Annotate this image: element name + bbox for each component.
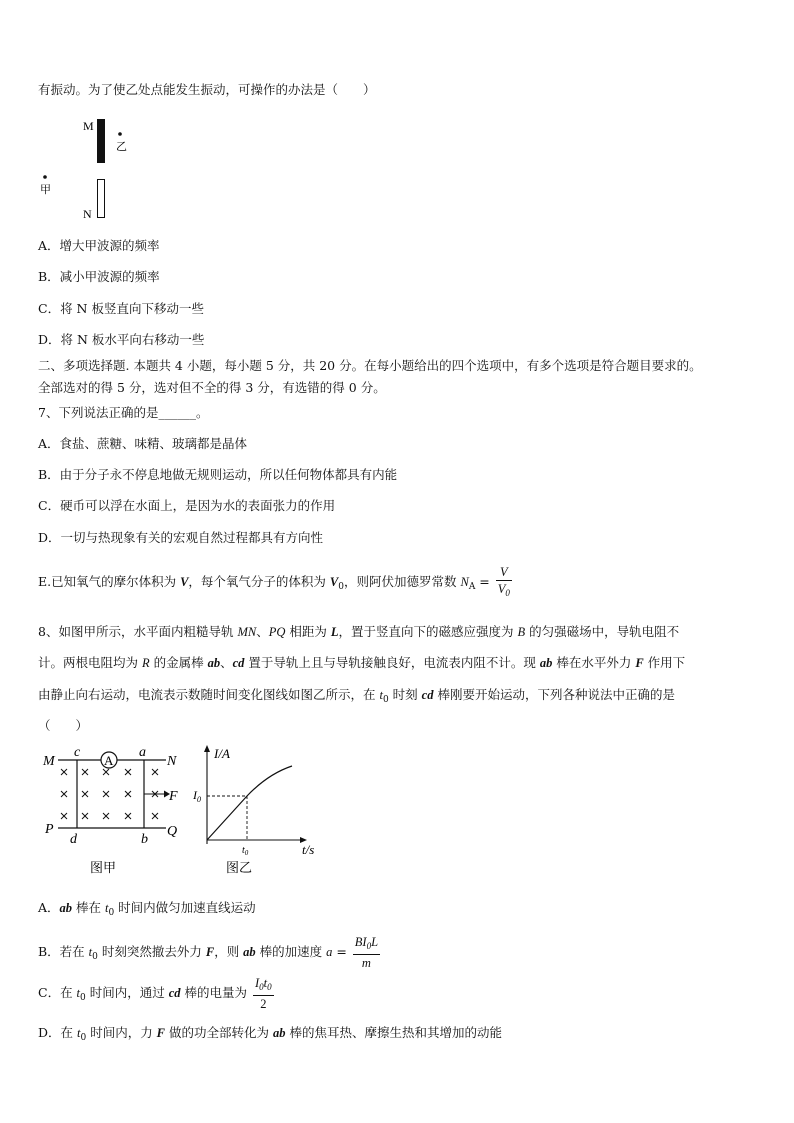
q6-option-a: A．增大甲波源的频率 <box>38 238 160 253</box>
q8-c-num-t: t <box>263 976 268 990</box>
q7-e-fraction <box>496 564 512 601</box>
q8-b: B <box>517 625 526 639</box>
t0-label-t: t <box>242 845 245 856</box>
q7-e-text2: ，每个氧气分子的体积为 <box>188 574 330 589</box>
q8-c-num-isub: 0 <box>259 982 264 992</box>
q7-e-na: N <box>460 575 469 589</box>
q8-d-4: 棒的焦耳热、摩擦生热和其增加的动能 <box>285 1025 502 1040</box>
q8-c-cd: cd <box>168 986 181 1000</box>
q8-d-f: F <box>156 1026 166 1040</box>
q7-stem: 7、下列说法正确的是______。 <box>38 405 209 420</box>
q8-b-ab: ab <box>243 945 256 959</box>
q7-e-frac-den-sub: 0 <box>505 588 510 598</box>
q8-c-frac-num <box>253 975 274 996</box>
q8-l1-c: 相距为 <box>285 624 331 639</box>
q8-b-t: t <box>88 945 93 959</box>
q8-b-1: B．若在 <box>38 944 89 959</box>
q8-line1 <box>38 623 679 641</box>
point-yi-label: 乙 <box>116 141 127 153</box>
q8-l2-f: 作用下 <box>643 655 686 670</box>
q8-option-c <box>38 975 276 1012</box>
q8-b-fraction <box>353 934 380 971</box>
q8-l3-b: 时刻 <box>388 687 422 702</box>
rail-label-p: P <box>45 822 54 837</box>
plate-m <box>97 119 105 163</box>
q8-b-num-sub: 0 <box>366 941 372 951</box>
q8-c-2: 时间内，通过 <box>85 985 169 1000</box>
q8-line2 <box>38 654 685 672</box>
q7-e-na-sub: A <box>468 582 476 592</box>
q8-t0-sub: 0 <box>382 695 389 705</box>
y-axis-arrow <box>204 745 210 752</box>
q8-b-eq: = <box>332 944 351 959</box>
rod-label-c: c <box>74 745 81 760</box>
q7-option-e <box>38 564 514 601</box>
plate-n-label: N <box>83 207 92 221</box>
q8-b-4: 棒的加速度 <box>255 944 327 959</box>
q8-pq: PQ <box>268 625 286 639</box>
i0-label-sub: 0 <box>197 795 201 804</box>
q8-option-a <box>38 899 256 922</box>
rail-label-n: N <box>167 754 177 769</box>
q7-option-c: C．硬币可以浮在水面上，是因为水的表面张力的作用 <box>38 498 336 513</box>
q8-b-num-l: L <box>371 935 379 949</box>
section2-line2: 全部选对的得 5 分，选对但不全的得 3 分，有选错的得 0 分。 <box>38 380 386 395</box>
q8-f: F <box>635 656 644 670</box>
current-curve <box>207 766 292 840</box>
q7-e-v0: V <box>329 575 339 589</box>
q7-e-text1: E.已知氧气的摩尔体积为 <box>38 574 181 589</box>
q8-d-2: 时间内，力 <box>86 1025 157 1040</box>
rail-label-m: M <box>43 754 55 769</box>
q8-b-3: ，则 <box>214 944 244 959</box>
point-jia-label: 甲 <box>40 184 51 196</box>
q8-b-frac-den: m <box>361 956 371 970</box>
q7-option-d: D．一切与热现象有关的宏观自然过程都具有方向性 <box>38 530 324 545</box>
section2-line1: 二、多项选择题. 本题共 4 小题，每小题 5 分，共 20 分。在每小题给出的四个选项中，有多个选项是符合题目要求的。 <box>38 358 702 373</box>
point-yi <box>118 132 122 136</box>
q8-figure-jia <box>40 744 190 879</box>
q8-mn: MN <box>237 625 257 639</box>
q8-ab-2: ab <box>539 656 553 670</box>
q8-a-3: 时间内做匀加速直线运动 <box>114 900 256 915</box>
q8-d-t: t <box>77 1026 81 1040</box>
q6-option-d: D．将 N 板水平向右移动一些 <box>38 332 205 347</box>
q8-ab: ab <box>207 656 221 670</box>
t0-label-sub: 0 <box>244 849 249 857</box>
q8-a-2: 棒在 <box>72 900 105 915</box>
q8-r: R <box>141 656 150 670</box>
rod-label-b: b <box>141 832 148 847</box>
q8-option-d <box>38 1024 502 1047</box>
q8-l: L <box>330 625 339 639</box>
figure-yi-caption: 图乙 <box>226 860 253 875</box>
q7-option-b: B．由于分子永不停息地做无规则运动，所以任何物体都具有内能 <box>38 467 398 482</box>
q7-e-eq: = <box>475 574 494 589</box>
q8-d-tsub: 0 <box>80 1033 87 1043</box>
q8-b-2: 时刻突然撤去外力 <box>97 944 206 959</box>
q8-option-b <box>38 934 382 971</box>
q8-a-1: A． <box>38 900 60 915</box>
plate-m-label: M <box>83 119 94 133</box>
q8-c-1: C．在 <box>38 985 77 1000</box>
q8-l2-a: 计。两根电阻均为 <box>38 655 142 670</box>
q8-cd-2: cd <box>421 688 434 702</box>
q8-l2-b: 的金属棒 <box>149 655 208 670</box>
q8-b-num-bi: BI <box>354 935 367 949</box>
x-axis-label: t/s <box>302 842 315 857</box>
q8-b-tsub: 0 <box>92 952 98 962</box>
q8-b-a: a <box>326 945 333 959</box>
q8-c-tsub: 0 <box>80 993 86 1003</box>
q8-l1-b: 、 <box>256 624 269 639</box>
q8-c-num-i: I <box>254 976 260 990</box>
q8-t0: t <box>379 688 383 702</box>
q6-option-c: C．将 N 板竖直向下移动一些 <box>38 301 204 316</box>
q6-option-b: B．减小甲波源的频率 <box>38 269 160 284</box>
q8-l1-d: ，置于竖直向下的磁感应强度为 <box>338 624 518 639</box>
q7-option-a: A．食盐、蔗糖、味精、玻璃都是晶体 <box>38 436 248 451</box>
q8-b-f: F <box>205 945 215 959</box>
y-axis-label: I/A <box>214 746 230 761</box>
ammeter-label: A <box>104 753 114 768</box>
figure-jia-caption: 图甲 <box>90 860 117 875</box>
q7-e-frac-num: V <box>496 564 512 581</box>
q7-e-v0-sub: 0 <box>338 582 344 592</box>
q8-cd: cd <box>232 656 245 670</box>
q8-c-frac-den: 2 <box>260 997 267 1011</box>
q6-figure <box>36 112 146 224</box>
q8-l1-a: 8、如图甲所示，水平面内粗糙导轨 <box>38 624 238 639</box>
q8-a-tsub: 0 <box>108 908 115 918</box>
i0-label <box>192 788 201 804</box>
q8-line3 <box>38 686 675 709</box>
q8-d-3: 做的功全部转化为 <box>165 1025 273 1040</box>
q8-b-frac-num <box>353 934 380 955</box>
rod-label-d: d <box>70 832 77 847</box>
q8-l2-e: 棒在水平外力 <box>552 655 636 670</box>
i0-label-i: I <box>193 788 197 802</box>
q8-a-t: t <box>104 901 109 915</box>
q8-c-fraction <box>253 975 274 1012</box>
q8-c-num-tsub: 0 <box>267 982 272 992</box>
rail-label-q: Q <box>167 824 178 839</box>
q8-d-ab: ab <box>272 1026 286 1040</box>
q8-l3-a: 由静止向右运动，电流表示数随时间变化图线如图乙所示，在 <box>38 687 380 702</box>
t0-label <box>242 845 249 857</box>
q8-figure-yi <box>190 744 330 879</box>
q8-l3-c: 棒刚要开始运动，下列各种说法中正确的是 <box>433 687 675 702</box>
q6-stem: 有振动。为了使乙处点能发生振动，可操作的办法是（ ） <box>38 82 376 97</box>
q8-l2-c: 、 <box>220 655 233 670</box>
force-label: F <box>169 789 178 804</box>
plate-n <box>98 180 105 218</box>
q8-a-ab: ab <box>59 901 73 915</box>
q8-paren: （ ） <box>38 718 89 733</box>
q8-d-1: D．在 <box>38 1025 77 1040</box>
q7-e-text3: ，则阿伏加德罗常数 <box>343 574 461 589</box>
q8-c-t: t <box>76 986 81 1000</box>
q7-e-v: V <box>180 575 189 589</box>
q8-l2-d: 置于导轨上且与导轨接触良好，电流表内阻不计。现 <box>244 655 540 670</box>
q8-c-3: 棒的电量为 <box>180 985 251 1000</box>
point-jia <box>43 175 47 179</box>
rod-label-a: a <box>139 745 146 760</box>
q8-l1-e: 的匀强磁场中，导轨电阻不 <box>525 624 680 639</box>
q7-e-frac-den-v: V <box>497 582 506 596</box>
q7-e-frac-den <box>496 581 512 601</box>
